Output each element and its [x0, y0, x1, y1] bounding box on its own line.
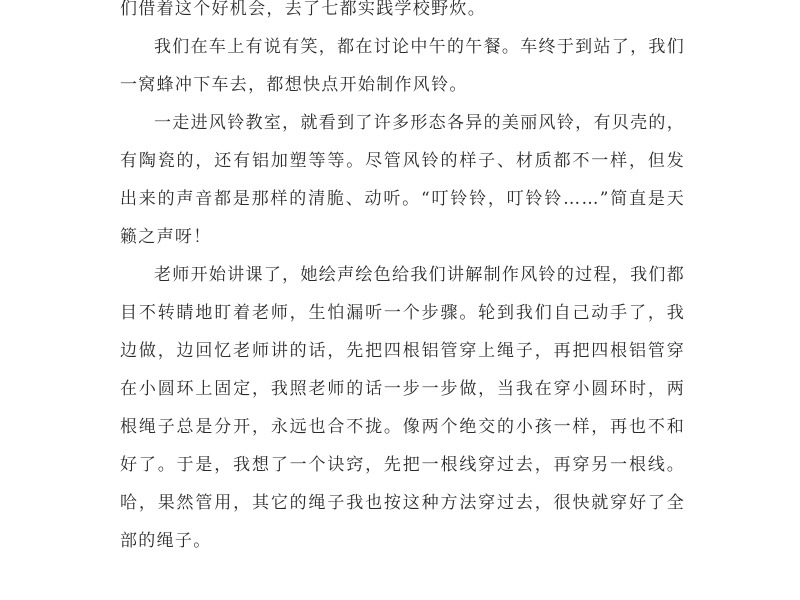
paragraph-wind-chime-classroom: 一走进风铃教室，就看到了许多形态各异的美丽风铃，有贝壳的，有陶瓷的，还有铝加塑等等。尽管风铃的样子、材质都不一样，但发出来的声音都是那样的清脆、动听。“叮铃铃，叮铃铃……”简直是天籁之声呀！	[120, 113, 685, 247]
essay-body	[120, 0, 685, 560]
paragraph-bus-ride: 我们在车上有说有笑，都在讨论中午的午餐。车终于到站了，我们一窝蜂冲下车去，都想快点开始制作风铃。	[120, 37, 685, 95]
paragraph-continuation: 们借着这个好机会，去了七都实践学校野炊。	[120, 0, 486, 19]
paragraph-making-chime: 老师开始讲课了，她绘声绘色给我们讲解制作风铃的过程，我们都目不转睛地盯着老师，生怕漏听一个步骤。轮到我们自己动手了，我边做，边回忆老师讲的话，先把四根铝管穿上绳子，再把四根铝管穿在小圆环上固定，我照老师的话一步一步做，当我在穿小圆环时，两根绳子总是分开，永远也合不拢。像两个绝交的小孩一样，再也不和好了。于是，我想了一个诀窍，先把一根线穿过去，再穿另一根线。哈，果然管用，其它的绳子我也按这种方法穿过去，很快就穿好了全部的绳子。	[120, 265, 685, 551]
